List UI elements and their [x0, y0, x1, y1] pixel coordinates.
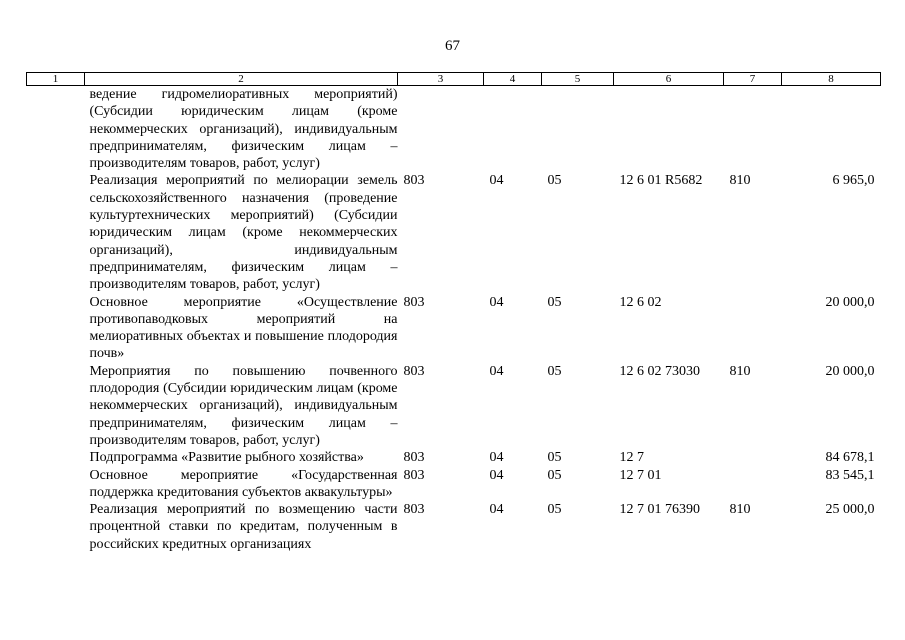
subsection-code: 05 [547, 502, 562, 518]
table-row [27, 501, 881, 553]
expense-type-code [724, 86, 782, 173]
table-row [27, 86, 881, 173]
table-row [27, 363, 881, 449]
subsection-code: 05 [547, 363, 562, 379]
item-description: Подпрограмма «Развитие рыбного хозяйства» [89, 450, 364, 466]
column-header-7: 7 [724, 73, 782, 86]
section-code: 04 [489, 173, 504, 189]
target-article-code: 12 7 [619, 450, 644, 466]
expense-type-code: 810 [729, 502, 751, 518]
expense-type-code: 810 [729, 173, 751, 189]
column-number-header-row [27, 73, 881, 86]
row-index-cell [27, 172, 85, 293]
column-header-2: 2 [85, 73, 398, 86]
amount: 25 000,0 [825, 502, 875, 518]
amount: 84 678,1 [825, 450, 875, 466]
row-index-cell [27, 294, 85, 363]
target-article-code: 12 7 01 [619, 467, 662, 483]
subsection-code [542, 86, 614, 173]
column-header-1: 1 [27, 73, 85, 86]
row-index-cell [27, 86, 85, 173]
ministry-code: 803 [403, 502, 425, 518]
section-code: 04 [489, 363, 504, 379]
section-code: 04 [489, 450, 504, 466]
section-code: 04 [489, 502, 504, 518]
expense-type-code [724, 294, 782, 363]
ministry-code: 803 [403, 294, 425, 310]
ministry-code [398, 86, 484, 173]
row-index-cell [27, 449, 85, 466]
amount: 20 000,0 [825, 294, 875, 310]
ministry-code: 803 [403, 363, 425, 379]
item-description: Мероприятия по повышению почвенного плодородия (Субсидии юридическим лицам (кроме некоммерческих организаций), индивидуальным предпринимателям, физическим лицам – производителям товаров, работ, услуг) [89, 363, 398, 448]
column-header-5: 5 [542, 73, 614, 86]
target-article-code: 12 7 01 76390 [619, 502, 700, 518]
section-code: 04 [489, 467, 504, 483]
subsection-code: 05 [547, 467, 562, 483]
page-number: 67 [445, 38, 460, 54]
subsection-code: 05 [547, 294, 562, 310]
row-index-cell [27, 363, 85, 449]
ministry-code: 803 [403, 467, 425, 483]
target-article-code: 12 6 01 R5682 [619, 173, 703, 189]
expense-type-code: 810 [729, 363, 751, 379]
item-description: Реализация мероприятий по возмещению части процентной ставки по кредитам, полученным в российских кредитных организациях [89, 502, 398, 552]
amount: 20 000,0 [825, 363, 875, 379]
table-row [27, 449, 881, 466]
target-article-code: 12 6 02 73030 [619, 363, 700, 379]
expense-type-code [724, 467, 782, 502]
item-description: Основное мероприятие «Осуществление противопаводковых мероприятий на мелиоративных объектах и повышение плодородия почв» [89, 294, 398, 362]
column-header-3: 3 [398, 73, 484, 86]
amount [782, 86, 881, 173]
section-code: 04 [489, 294, 504, 310]
table-row [27, 294, 881, 363]
column-header-8: 8 [782, 73, 881, 86]
row-index-cell [27, 467, 85, 502]
target-article-code [614, 86, 724, 173]
item-description: Реализация мероприятий по мелиорации земель сельскохозяйственного назначения (проведение культуртехнических мероприятий) (Субсидии юридическим лицам (кроме некоммерческих организаций), индивидуальным предпринимателям, физическим лицам – производителям товаров, работ, услуг) [89, 173, 398, 293]
subsection-code: 05 [547, 173, 562, 189]
table-row [27, 172, 881, 293]
budget-table [26, 72, 881, 553]
item-description: Основное мероприятие «Государственная поддержка кредитования субъектов аквакультуры» [89, 467, 398, 500]
item-description: ведение гидромелиоративных мероприятий) (Субсидии юридическим лицам (кроме некоммерческих организаций), индивидуальным предпринимателям, физическим лицам – производителям товаров, работ, услуг) [89, 87, 398, 172]
table-row [27, 467, 881, 502]
amount: 6 965,0 [832, 173, 875, 189]
ministry-code: 803 [403, 450, 425, 466]
row-index-cell [27, 501, 85, 553]
column-header-4: 4 [484, 73, 542, 86]
expense-type-code [724, 449, 782, 466]
column-header-6: 6 [614, 73, 724, 86]
section-code [484, 86, 542, 173]
subsection-code: 05 [547, 450, 562, 466]
ministry-code: 803 [403, 173, 425, 189]
target-article-code: 12 6 02 [619, 294, 662, 310]
amount: 83 545,1 [825, 467, 875, 483]
